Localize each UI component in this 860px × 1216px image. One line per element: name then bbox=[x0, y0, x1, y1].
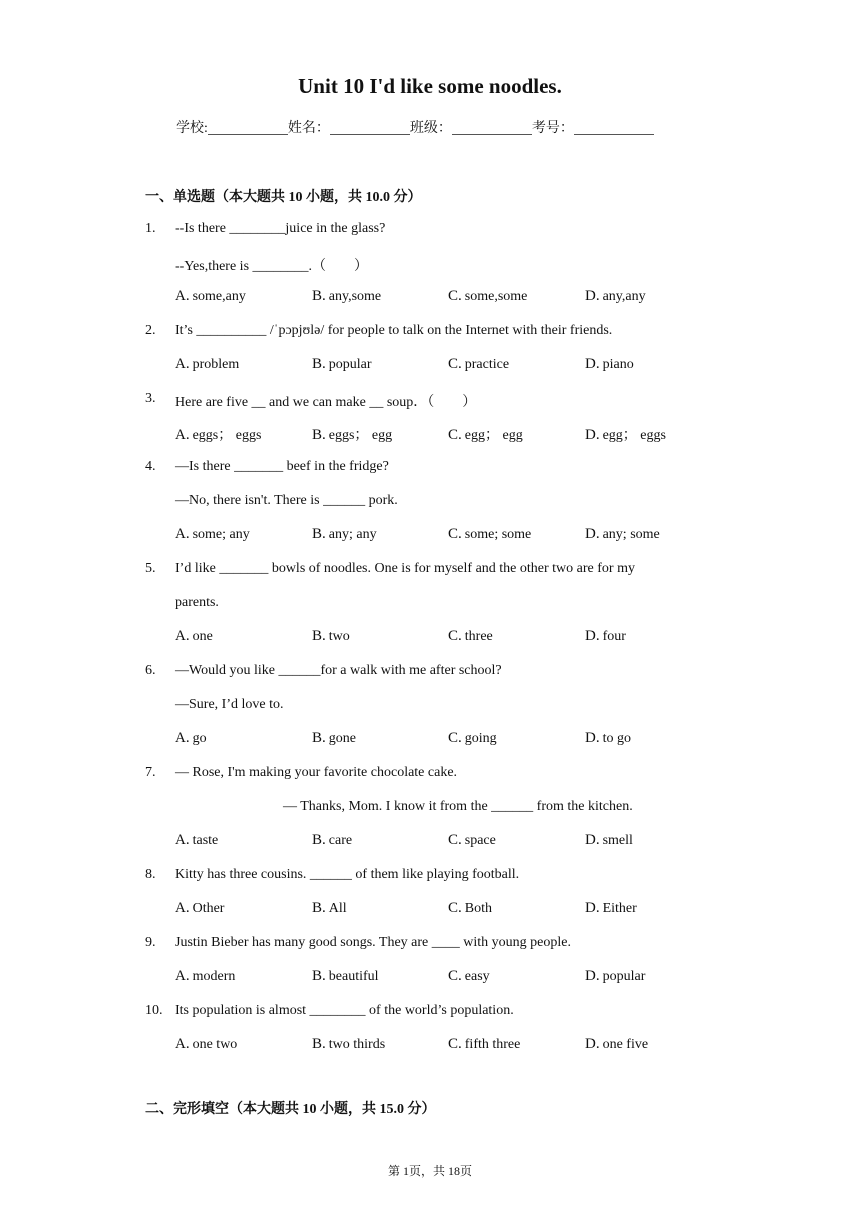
exam-number-blank[interactable] bbox=[574, 120, 654, 135]
option-text: beautiful bbox=[328, 969, 379, 984]
option-letter: A. bbox=[175, 730, 190, 746]
option-letter: C. bbox=[448, 900, 462, 916]
option-text: eggs； egg bbox=[328, 428, 393, 443]
option-letter: C. bbox=[448, 968, 462, 984]
option-letter: C. bbox=[448, 628, 462, 644]
answer-option-a[interactable] bbox=[175, 1036, 237, 1053]
option-letter: C. bbox=[448, 427, 462, 443]
answer-option-a[interactable] bbox=[175, 356, 239, 373]
option-text: popular bbox=[602, 969, 646, 984]
question-text: Kitty has three cousins. ______ of them like playing football. bbox=[175, 867, 520, 882]
answer-option-b[interactable] bbox=[312, 730, 356, 747]
option-text: eggs； eggs bbox=[192, 428, 262, 443]
question-number: 5. bbox=[145, 561, 156, 576]
option-letter: A. bbox=[175, 900, 190, 916]
option-text: piano bbox=[602, 357, 634, 372]
option-text: to go bbox=[602, 731, 631, 746]
answer-option-c[interactable] bbox=[448, 628, 493, 645]
section-heading-cloze: 二、完形填空（本大题共 10 小题，共 15.0 分） bbox=[145, 1102, 436, 1117]
option-text: going bbox=[464, 731, 497, 746]
question-text: —Would you like ______for a walk with me after school? bbox=[175, 663, 502, 678]
option-text: modern bbox=[192, 969, 236, 984]
option-letter: C. bbox=[448, 1036, 462, 1052]
answer-option-c[interactable] bbox=[448, 968, 490, 985]
question-text: —Is there _______ beef in the fridge? bbox=[175, 459, 389, 474]
page-title: Unit 10 I'd like some noodles. bbox=[298, 74, 562, 98]
option-text: one five bbox=[602, 1037, 649, 1052]
question-text: Its population is almost ________ of the world’s population. bbox=[175, 1003, 514, 1018]
answer-option-d[interactable] bbox=[585, 526, 660, 543]
answer-option-d[interactable] bbox=[585, 832, 633, 849]
option-text: egg； eggs bbox=[602, 428, 666, 443]
option-letter: C. bbox=[448, 526, 462, 542]
question-text: Here are five __ and we can make __ soup．（ ） bbox=[175, 395, 477, 410]
option-text: care bbox=[328, 833, 353, 848]
option-text: fifth three bbox=[464, 1037, 521, 1052]
option-text: gone bbox=[328, 731, 356, 746]
option-letter: A. bbox=[175, 968, 190, 984]
option-letter: D. bbox=[585, 900, 600, 916]
option-text: egg； egg bbox=[464, 428, 523, 443]
answer-option-d[interactable] bbox=[585, 730, 631, 747]
option-text: taste bbox=[192, 833, 219, 848]
answer-option-a[interactable] bbox=[175, 832, 218, 849]
option-text: one bbox=[192, 629, 213, 644]
option-text: popular bbox=[328, 357, 372, 372]
option-text: some,any bbox=[192, 289, 246, 304]
option-text: some; any bbox=[192, 527, 250, 542]
option-letter: C. bbox=[448, 288, 462, 304]
class-label: 班级： bbox=[409, 121, 452, 136]
question-text: Justin Bieber has many good songs. They are ____ with young people. bbox=[175, 935, 571, 950]
option-letter: D. bbox=[585, 628, 600, 644]
answer-option-a[interactable] bbox=[175, 424, 261, 444]
section-heading-single-choice: 一、单选题（本大题共 10 小题，共 10.0 分） bbox=[145, 190, 422, 205]
question-number: 4. bbox=[145, 459, 156, 474]
option-text: three bbox=[464, 629, 493, 644]
answer-option-a[interactable] bbox=[175, 968, 235, 985]
name-blank[interactable] bbox=[330, 120, 410, 135]
answer-option-b[interactable] bbox=[312, 628, 350, 645]
option-letter: B. bbox=[312, 900, 326, 916]
answer-option-a[interactable] bbox=[175, 628, 213, 645]
option-text: two bbox=[328, 629, 350, 644]
option-letter: B. bbox=[312, 730, 326, 746]
question-text: —No, there isn't. There is ______ pork. bbox=[175, 493, 398, 508]
page-footer: 第 1页，共 18页 bbox=[387, 1164, 472, 1178]
question-text: — Thanks, Mom. I know it from the ______ from the kitchen. bbox=[283, 799, 633, 814]
answer-option-b[interactable] bbox=[312, 424, 392, 444]
school-label: 学校: bbox=[176, 121, 208, 136]
school-blank[interactable] bbox=[208, 120, 288, 135]
option-text: space bbox=[464, 833, 496, 848]
option-letter: C. bbox=[448, 832, 462, 848]
option-text: some; some bbox=[464, 527, 532, 542]
question-number: 10. bbox=[145, 1003, 163, 1018]
question-number: 3. bbox=[145, 391, 156, 406]
option-letter: B. bbox=[312, 427, 326, 443]
answer-option-b[interactable] bbox=[312, 356, 372, 373]
answer-option-a[interactable] bbox=[175, 730, 207, 747]
option-text: smell bbox=[602, 833, 633, 848]
answer-option-d[interactable] bbox=[585, 288, 646, 305]
answer-option-a[interactable] bbox=[175, 526, 250, 543]
option-text: some,some bbox=[464, 289, 528, 304]
option-letter: B. bbox=[312, 356, 326, 372]
option-letter: B. bbox=[312, 968, 326, 984]
option-letter: D. bbox=[585, 356, 600, 372]
option-letter: A. bbox=[175, 832, 190, 848]
answer-option-b[interactable] bbox=[312, 968, 379, 985]
option-letter: A. bbox=[175, 1036, 190, 1052]
option-letter: B. bbox=[312, 628, 326, 644]
question-number: 2. bbox=[145, 323, 156, 338]
option-letter: D. bbox=[585, 968, 600, 984]
answer-option-c[interactable] bbox=[448, 1036, 520, 1053]
option-text: problem bbox=[192, 357, 240, 372]
question-text: It’s __________ /ˈpɔpjʊlə/ for people to talk on the Internet with their friends. bbox=[175, 323, 613, 338]
answer-option-d[interactable] bbox=[585, 424, 666, 444]
option-text: two thirds bbox=[328, 1037, 386, 1052]
question-text: --Yes,there is ________.（ ） bbox=[175, 259, 369, 274]
option-text: any,any bbox=[602, 289, 646, 304]
option-letter: B. bbox=[312, 288, 326, 304]
option-text: any; some bbox=[602, 527, 660, 542]
option-letter: D. bbox=[585, 526, 600, 542]
option-letter: A. bbox=[175, 288, 190, 304]
option-text: one two bbox=[192, 1037, 238, 1052]
option-text: Both bbox=[464, 901, 492, 916]
question-text: parents. bbox=[175, 595, 219, 610]
question-text: --Is there ________juice in the glass? bbox=[175, 221, 386, 236]
answer-option-d[interactable] bbox=[585, 356, 634, 373]
answer-option-c[interactable] bbox=[448, 730, 497, 747]
answer-option-b[interactable] bbox=[312, 526, 377, 543]
option-letter: B. bbox=[312, 1036, 326, 1052]
option-letter: A. bbox=[175, 427, 190, 443]
option-text: Other bbox=[192, 901, 225, 916]
option-letter: C. bbox=[448, 356, 462, 372]
answer-option-b[interactable] bbox=[312, 900, 347, 917]
option-text: easy bbox=[464, 969, 490, 984]
question-text: — Rose, I'm making your favorite chocolate cake. bbox=[175, 765, 458, 780]
option-text: All bbox=[328, 901, 347, 916]
answer-option-c[interactable] bbox=[448, 526, 531, 543]
answer-option-a[interactable] bbox=[175, 900, 224, 917]
class-blank[interactable] bbox=[452, 120, 532, 135]
option-text: Either bbox=[602, 901, 637, 916]
answer-option-c[interactable] bbox=[448, 424, 523, 444]
option-letter: B. bbox=[312, 526, 326, 542]
name-label: 姓名： bbox=[287, 121, 330, 136]
question-text: I’d like _______ bowls of noodles. One is for myself and the other two are for my bbox=[175, 561, 635, 576]
option-letter: D. bbox=[585, 427, 600, 443]
question-number: 1. bbox=[145, 221, 156, 236]
option-letter: A. bbox=[175, 628, 190, 644]
option-letter: C. bbox=[448, 730, 462, 746]
answer-option-d[interactable] bbox=[585, 900, 637, 917]
answer-option-b[interactable] bbox=[312, 1036, 385, 1053]
exam-number-label: 考号： bbox=[531, 121, 574, 136]
answer-option-a[interactable] bbox=[175, 288, 246, 305]
question-number: 9. bbox=[145, 935, 156, 950]
option-letter: A. bbox=[175, 526, 190, 542]
answer-option-b[interactable] bbox=[312, 288, 381, 305]
question-number: 6. bbox=[145, 663, 156, 678]
option-letter: A. bbox=[175, 356, 190, 372]
option-text: any; any bbox=[328, 527, 377, 542]
option-letter: D. bbox=[585, 288, 600, 304]
option-letter: D. bbox=[585, 1036, 600, 1052]
option-text: any,some bbox=[328, 289, 382, 304]
answer-option-c[interactable] bbox=[448, 288, 527, 305]
question-number: 7. bbox=[145, 765, 156, 780]
answer-option-c[interactable] bbox=[448, 356, 509, 373]
question-text: —Sure, I’d love to. bbox=[175, 697, 284, 712]
option-text: practice bbox=[464, 357, 510, 372]
option-letter: D. bbox=[585, 832, 600, 848]
answer-option-d[interactable] bbox=[585, 1036, 648, 1053]
answer-option-d[interactable] bbox=[585, 968, 645, 985]
answer-option-c[interactable] bbox=[448, 900, 492, 917]
student-info-line bbox=[176, 117, 654, 137]
option-letter: B. bbox=[312, 832, 326, 848]
option-letter: D. bbox=[585, 730, 600, 746]
answer-option-d[interactable] bbox=[585, 628, 626, 645]
answer-option-b[interactable] bbox=[312, 832, 352, 849]
question-number: 8. bbox=[145, 867, 156, 882]
answer-option-c[interactable] bbox=[448, 832, 496, 849]
option-text: go bbox=[192, 731, 207, 746]
option-text: four bbox=[602, 629, 626, 644]
